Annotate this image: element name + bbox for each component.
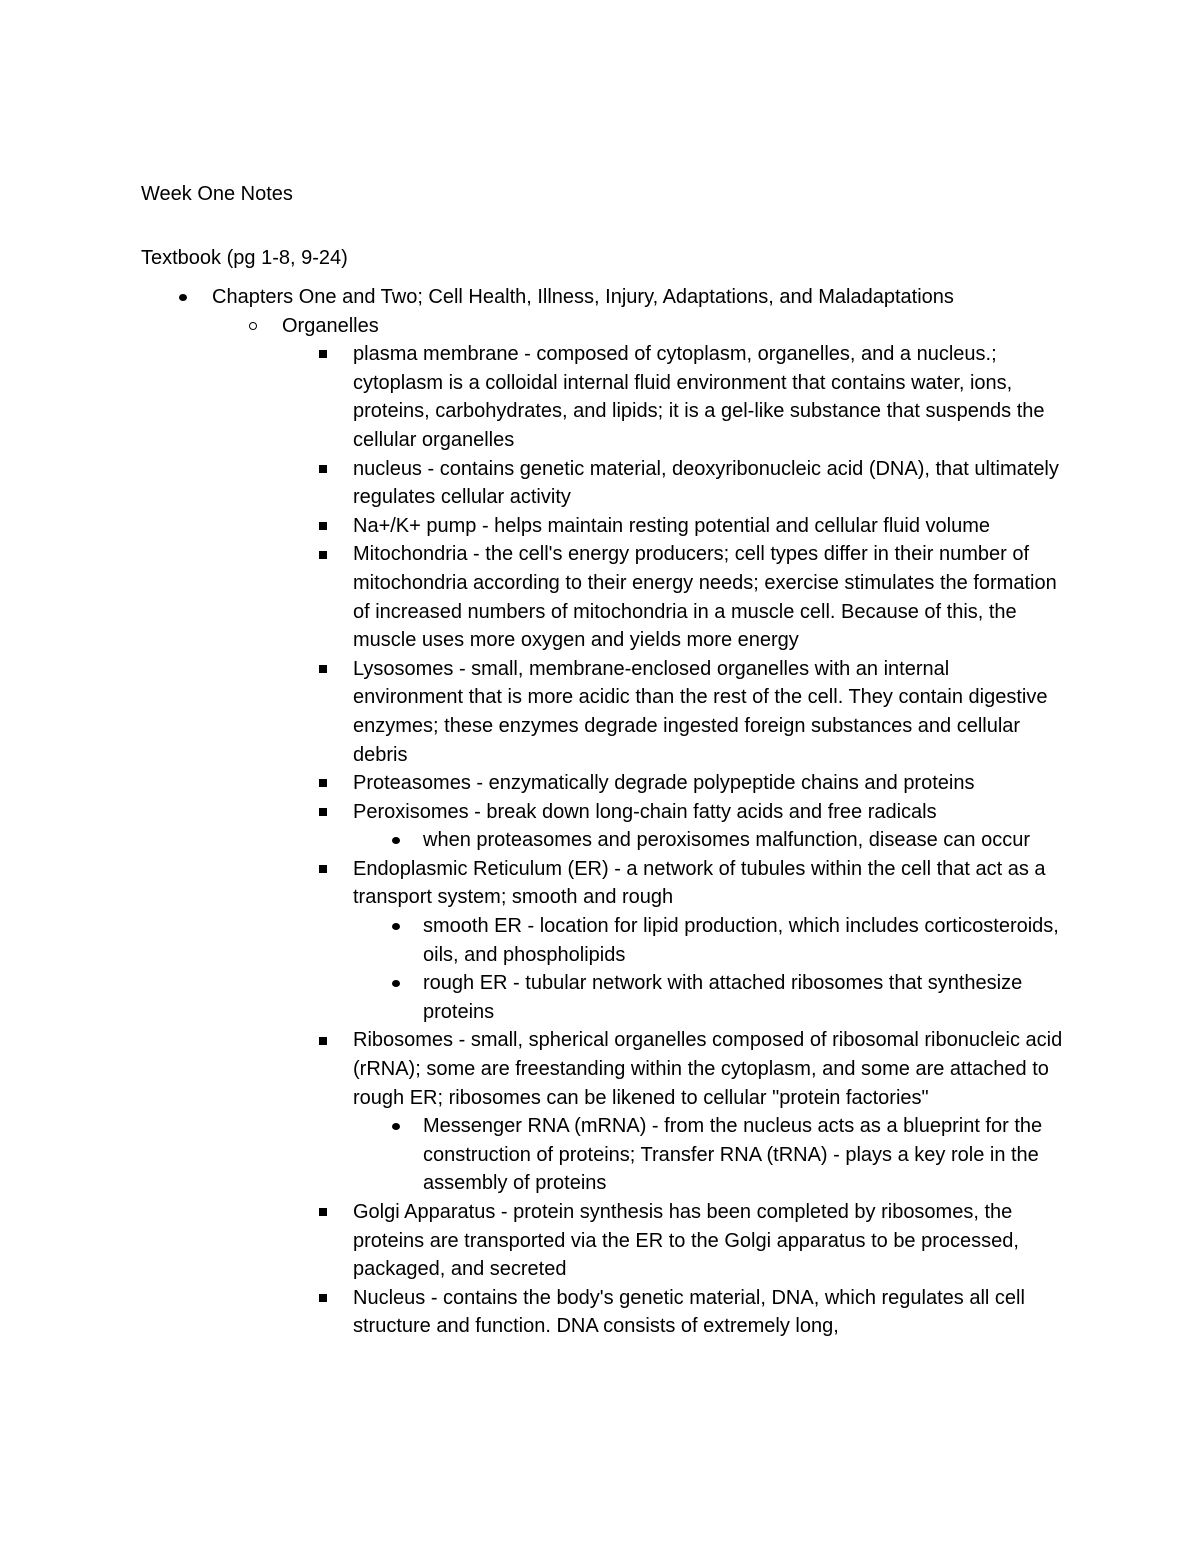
list-item bbox=[0, 855, 1063, 912]
sub-list-item bbox=[0, 1112, 1063, 1198]
list-item bbox=[0, 655, 1063, 769]
list-item bbox=[0, 540, 1063, 654]
bullet-square-icon bbox=[316, 1284, 330, 1313]
bullet-disc-icon bbox=[389, 912, 403, 941]
list-item bbox=[0, 798, 1063, 827]
list-item-text: Proteasomes - enzymatically degrade polypeptide chains and proteins bbox=[353, 772, 975, 795]
list-item-text: Mitochondria - the cell's energy producers; cell types differ in their number of mitochondria according to their energy needs; exercise stimulates the formation of increased numbers of mitochondria in a muscle cell. Because of this, the muscle uses more oxygen and yields more energy bbox=[353, 543, 1057, 652]
list-item bbox=[0, 1026, 1063, 1112]
list-item bbox=[0, 1284, 1063, 1341]
document-title: Week One Notes bbox=[141, 183, 293, 205]
list-item bbox=[0, 512, 1063, 541]
sub-list-item bbox=[0, 912, 1063, 969]
list-item bbox=[0, 455, 1063, 512]
list-item-text: Golgi Apparatus - protein synthesis has been completed by ribosomes, the proteins are transported via the ER to the Golgi apparatus to be processed, packaged, and secreted bbox=[353, 1201, 1019, 1281]
list-item-text: nucleus - contains genetic material, deoxyribonucleic acid (DNA), that ultimately regulates cellular activity bbox=[353, 457, 1059, 509]
bullet-square-icon bbox=[316, 1026, 330, 1055]
bullet-square-icon bbox=[316, 855, 330, 884]
bullet-square-icon bbox=[316, 512, 330, 541]
list-item-chapter bbox=[0, 283, 1032, 312]
bullet-square-icon bbox=[316, 655, 330, 684]
sub-list-item-text: when proteasomes and peroxisomes malfunction, disease can occur bbox=[423, 829, 1030, 852]
list-item-text: Chapters One and Two; Cell Health, Illness, Injury, Adaptations, and Maladaptations bbox=[212, 286, 954, 308]
list-item-text: Lysosomes - small, membrane-enclosed organelles with an internal environment that is more acidic than the rest of the cell. They contain digestive enzymes; these enzymes degrade ingested foreign substances and cellular debris bbox=[353, 657, 1048, 766]
list-item-text: plasma membrane - composed of cytoplasm, organelles, and a nucleus.; cytoplasm is a colloidal internal fluid environment that contains water, ions, proteins, carbohydrates, and lipids; it is a gel-like substance that suspends the cellular organelles bbox=[353, 343, 1045, 451]
bullet-square-icon bbox=[316, 455, 330, 484]
list-item bbox=[0, 340, 1063, 454]
list-item bbox=[0, 1198, 1063, 1284]
sub-list-item bbox=[0, 826, 1063, 855]
bullet-circle-icon bbox=[246, 312, 260, 341]
notes-outline bbox=[0, 283, 1200, 1341]
list-item-text: Peroxisomes - break down long-chain fatty acids and free radicals bbox=[353, 800, 937, 823]
bullet-square-icon bbox=[316, 798, 330, 827]
list-item-text: Organelles bbox=[282, 314, 379, 337]
sub-list-item-text: Messenger RNA (mRNA) - from the nucleus acts as a blueprint for the construction of proteins; Transfer RNA (tRNA) - plays a key role in the assembly of proteins bbox=[423, 1115, 1043, 1195]
list-item bbox=[0, 769, 1063, 798]
sub-list-item-text: smooth ER - location for lipid production, which includes corticosteroids, oils, and phospholipids bbox=[423, 915, 1059, 966]
bullet-disc-icon bbox=[389, 969, 403, 998]
section-heading: Textbook (pg 1-8, 9-24) bbox=[141, 247, 348, 269]
list-item-text: Na+/K+ pump - helps maintain resting potential and cellular fluid volume bbox=[353, 514, 991, 537]
bullet-disc-icon bbox=[176, 283, 190, 312]
list-item-text: Endoplasmic Reticulum (ER) - a network of tubules within the cell that act as a transport system; smooth and rough bbox=[353, 857, 1046, 909]
list-item-topic bbox=[0, 312, 1042, 341]
list-item-text: Nucleus - contains the body's genetic material, DNA, which regulates all cell structure and function. DNA consists of extremely long, bbox=[353, 1286, 1025, 1338]
bullet-square-icon bbox=[316, 540, 330, 569]
bullet-square-icon bbox=[316, 769, 330, 798]
sub-list-item bbox=[0, 969, 1063, 1026]
list-item-text: Ribosomes - small, spherical organelles composed of ribosomal ribonucleic acid (rRNA); some are freestanding within the cytoplasm, and some are attached to rough ER; ribosomes can be likened to cellular "protein factories" bbox=[353, 1029, 1063, 1109]
sub-list-item-text: rough ER - tubular network with attached ribosomes that synthesize proteins bbox=[423, 972, 1023, 1023]
bullet-disc-icon bbox=[389, 826, 403, 855]
bullet-disc-icon bbox=[389, 1112, 403, 1141]
bullet-square-icon bbox=[316, 340, 330, 369]
bullet-square-icon bbox=[316, 1198, 330, 1227]
